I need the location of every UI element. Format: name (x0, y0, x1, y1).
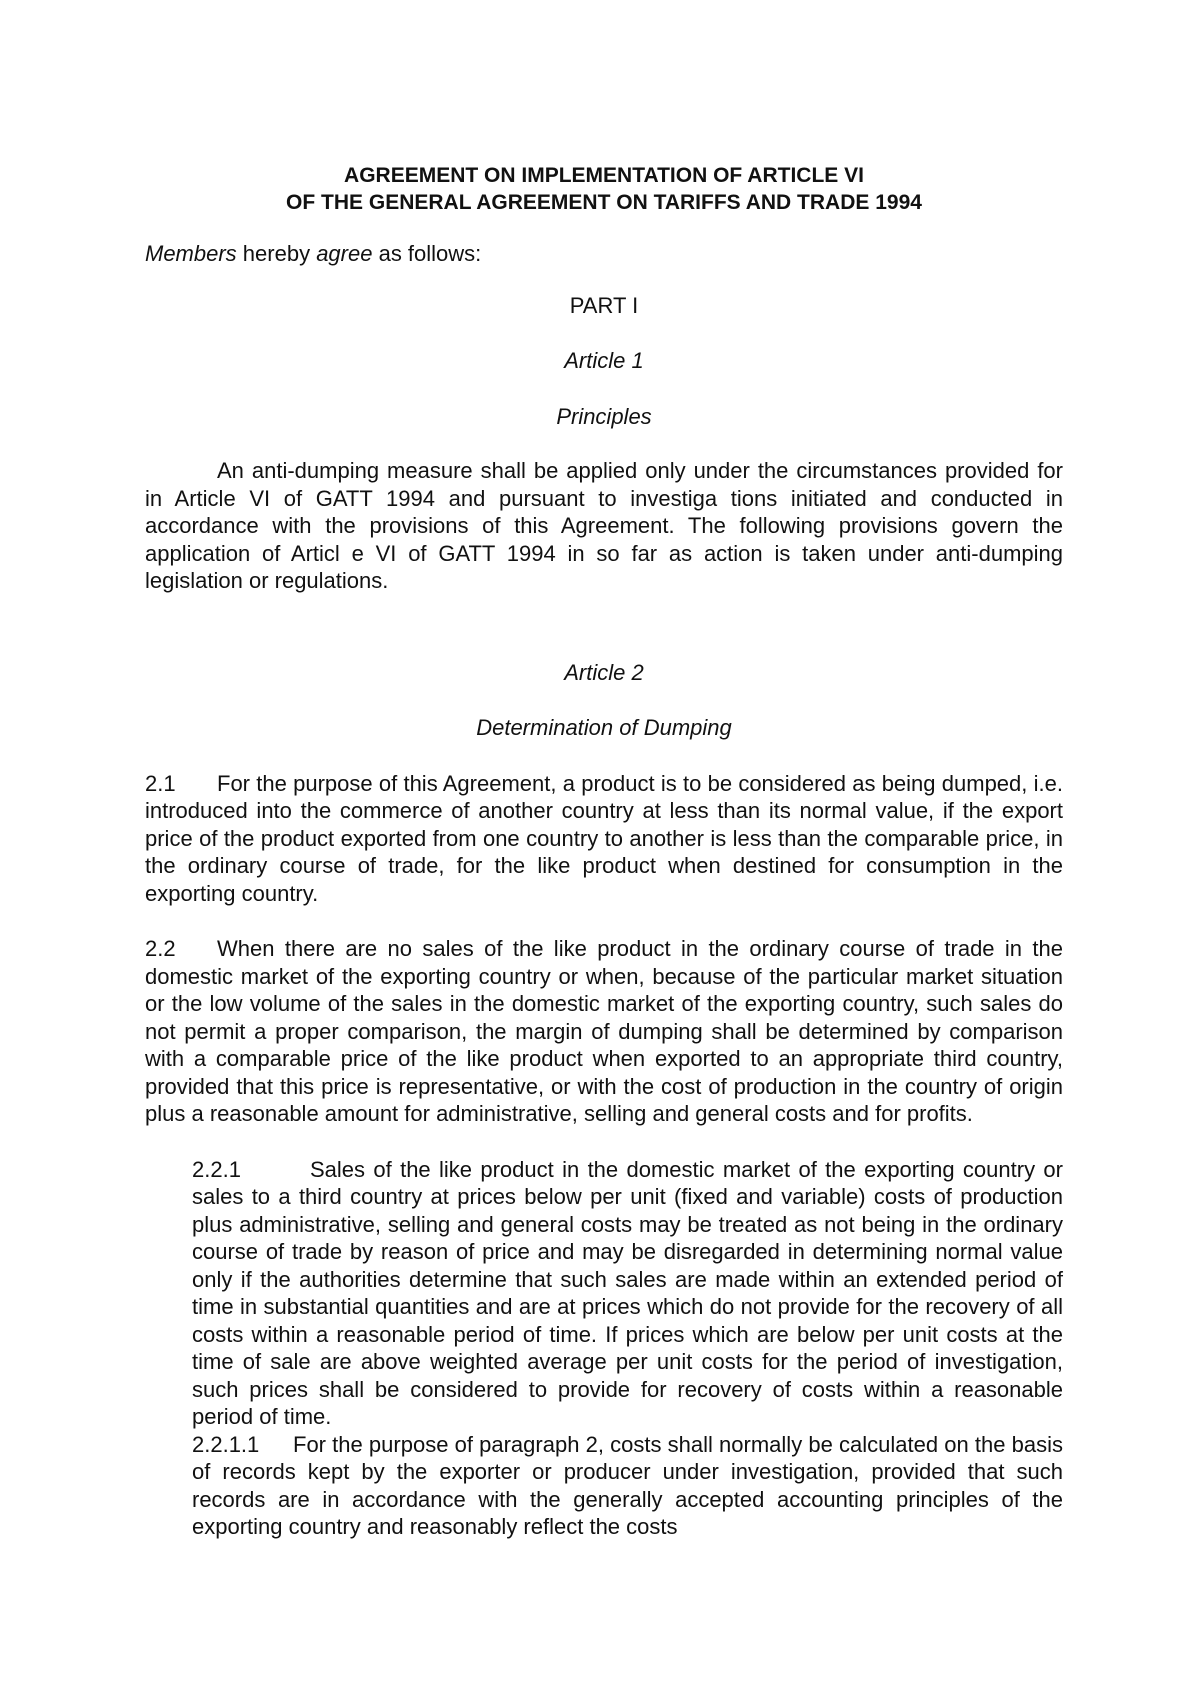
article-2-title: Determination of Dumping (476, 715, 732, 740)
paragraph-text: Sales of the like product in the domestic market of the exporting country or sales to a third country at prices below per unit (fixed and variable) costs of production plus administrative, selling and general costs may be treated as not being in the ordinary course of trade by reason of price and may be disregarded in determining normal value only if the authorities determine that such sales are made within an extended period of time in substantial quantities and are at prices which do not provide for the recovery of all costs within a reasonable period of time. If prices which are below per unit costs at the time of sale are above weighted average per unit costs for the period of investigation, such prices shall be considered to provide for recovery of costs within a reasonable period of time. (192, 1156, 1063, 1429)
article-1-heading: Article 1 (564, 348, 644, 373)
paragraph-number: 2.1 (145, 770, 176, 796)
article-1-title: Principles (556, 403, 652, 429)
paragraph-2-2-1-1 (192, 1431, 1063, 1541)
paragraph-number: 2.2.1.1 (192, 1431, 260, 1457)
document-title-line-1: AGREEMENT ON IMPLEMENTATION OF ARTICLE VI (344, 164, 864, 187)
paragraph-number: 2.2.1 (192, 1156, 241, 1182)
paragraph-2-2 (145, 935, 1063, 1128)
paragraph-text: When there are no sales of the like product in the ordinary course of trade in the domestic market of the exporting country or when, because of the particular market situation or the low volume of the sales in the domestic market of the exporting country, such sales do not permit a proper comparison, the margin of dumping shall be determined by comparison with a comparable price of the like product when exported to an appropriate third country, provided that this price is representative, or with the cost of production in the country of origin plus a reasonable amount for administrative, selling and general costs and for profits. (145, 936, 1063, 1126)
paragraph-2-2-1 (192, 1156, 1063, 1431)
members-word: Members (145, 241, 237, 266)
as-follows-text: as follows: (372, 241, 482, 266)
subparagraphs (192, 1156, 1063, 1541)
article-2-heading: Article 2 (564, 659, 644, 685)
article-1-paragraph: An anti-dumping measure shall be applied only under the circumstances provided for in Article VI of GATT 1994 and pursuant to investiga tions initiated and conducted in accordance with the provisions of this Agreement. The following provisions govern the application of Articl e VI of GATT 1994 in so far as action is taken under anti-dumping legislation or regulations. (145, 458, 1063, 593)
agree-word: agree (316, 241, 373, 266)
paragraph-text: For the purpose of this Agreement, a product is to be considered as being dumped, i.e. introduced into the commerce of another country at less than its normal value, if the export price of the product exported from one country to another is less than the comparable price, in the ordinary course of trade, for the like product when destined for consumption in the exporting country. (145, 770, 1063, 906)
document-body (145, 162, 1063, 1541)
paragraph-number: 2.2 (145, 936, 176, 961)
preamble (145, 240, 1063, 268)
paragraph-text: For the purpose of paragraph 2, costs shall normally be calculated on the basis of records kept by the exporter or producer under investigation, provided that such records are in accordance with the generally accepted accounting principles of the exporting country and reasonably reflect the costs (192, 1431, 1063, 1539)
hereby-text: hereby (236, 241, 317, 266)
paragraph-2-1 (145, 770, 1063, 908)
document-title-line-2: OF THE GENERAL AGREEMENT ON TARIFFS AND TRADE 1994 (286, 191, 922, 214)
part-heading: PART I (569, 292, 639, 318)
